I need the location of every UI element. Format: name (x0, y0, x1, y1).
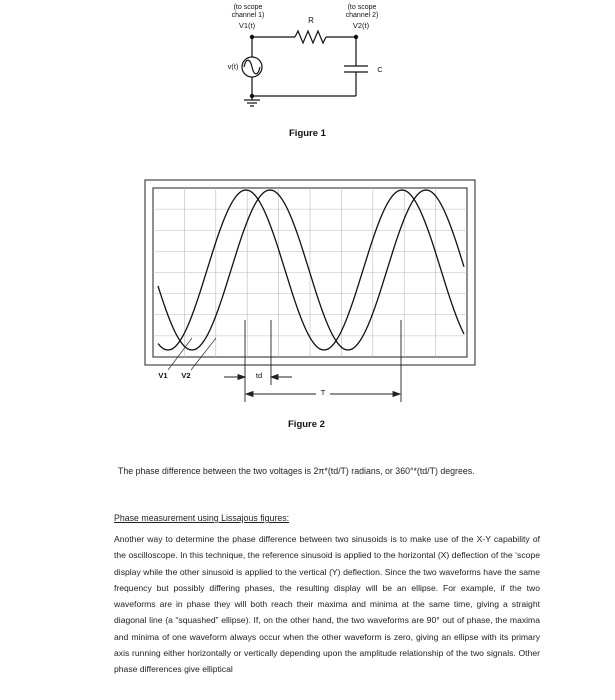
scope-channel2-line1: (to scope (347, 4, 377, 11)
td-arrowhead-right (271, 375, 278, 380)
scope-channel1-line1: (to scope (233, 4, 263, 11)
period-arrowhead-left (246, 392, 253, 397)
period-label: T (320, 388, 326, 397)
scope-channel1-line2: channel 1) (231, 12, 265, 19)
waveform-diagram (0, 170, 615, 450)
source-label: v(t) (227, 62, 239, 71)
section-paragraph: Another way to determine the phase difference between two sinusoids is to make use of the X-Y capability of the oscilloscope. In this technique, the reference sinusoid is applied to the horizontal (X) deflection of the ‘scope display while the other sinusoid is applied to the vertical (Y) deflection. Since the two waveforms have the same frequency but possibly differing phases, the resulting display will be an ellipse. For example, if the two waveforms are in phase they will both reach their maxima and minima at the same time, giving a straight diagonal line (a “squashed” ellipse). If, on the other hand, the two waveforms are 90° out of phase, the maxima and minima of one waveform always occur when the other waveform is zero, giving an ellipse with its primary axis running either horizontally or vertically depending upon the amplitude relationship of the two signals. Other phase differences give elliptical (114, 534, 540, 675)
node-v2 (354, 35, 358, 39)
phase-difference-text: The phase difference between the two voltages is 2π*(td/T) radians, or 360°*(td/T) degrees. (118, 466, 475, 476)
scope-channel1-label (224, 4, 272, 20)
ac-source-wave (244, 60, 260, 74)
waveform-v1 (158, 190, 464, 350)
v1-node-label: V1(t) (238, 21, 256, 30)
v2-node-label: V2(t) (352, 21, 370, 30)
node-v1 (250, 35, 254, 39)
figure1-caption: Figure 1 (289, 128, 326, 139)
v2-waveform-label: V2 (181, 371, 191, 380)
td-arrowhead-left (238, 375, 245, 380)
node-bottom (250, 94, 254, 98)
v1-waveform-label: V1 (158, 371, 168, 380)
waveform-v2 (158, 190, 464, 350)
figure2-caption: Figure 2 (288, 419, 325, 430)
td-label: td (255, 371, 263, 380)
period-arrowhead-right (393, 392, 400, 397)
section-heading: Phase measurement using Lissajous figures: (114, 513, 290, 523)
scope-channel2-line2: channel 2) (345, 12, 379, 19)
scope-channel2-label (338, 4, 386, 20)
resistor-symbol (295, 31, 326, 43)
capacitor-label: C (377, 65, 383, 74)
resistor-label: R (308, 16, 314, 25)
